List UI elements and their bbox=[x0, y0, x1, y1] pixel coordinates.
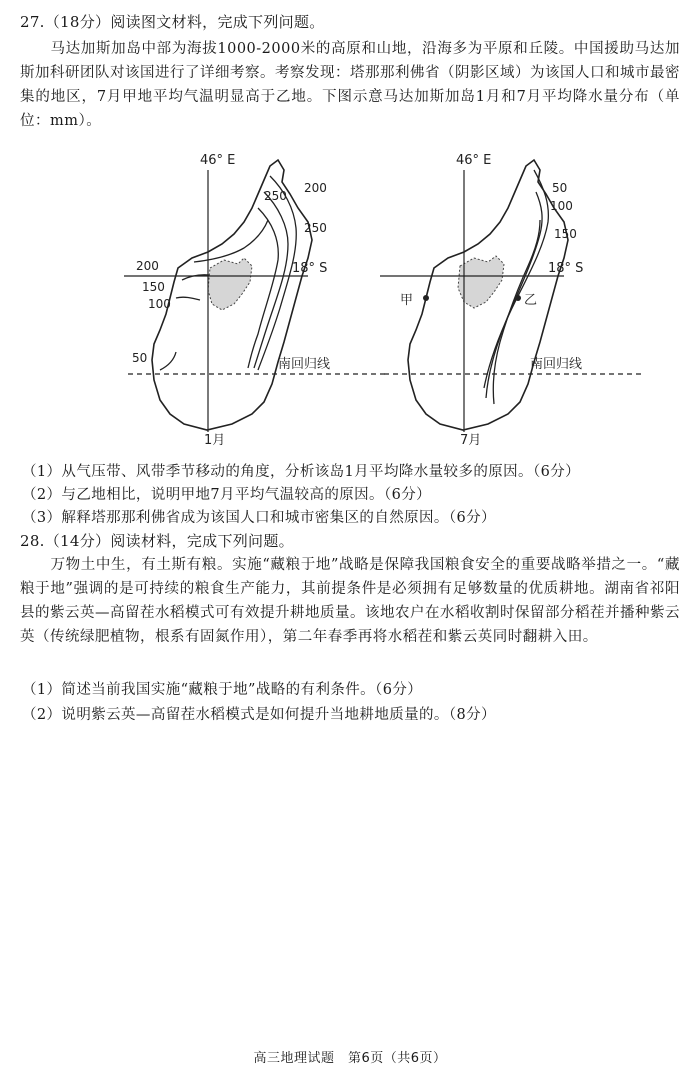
province-shaded-area bbox=[208, 258, 252, 310]
isohyet-value: 150 bbox=[554, 227, 577, 241]
tropic-label: 南回归线 bbox=[278, 357, 331, 372]
q28-heading: 28.（14分）阅读材料，完成下列问题。 bbox=[20, 532, 294, 550]
latitude-label: 18° S bbox=[292, 261, 328, 276]
isohyet-value: 200 bbox=[136, 259, 159, 273]
tropic-label: 南回归线 bbox=[530, 357, 583, 372]
q27-heading: 27.（18分）阅读图文材料，完成下列问题。 bbox=[20, 13, 325, 31]
isohyet-value: 50 bbox=[132, 351, 148, 365]
isohyet-value: 100 bbox=[148, 297, 171, 311]
point-a-marker bbox=[423, 295, 429, 301]
map-july bbox=[368, 148, 658, 448]
q27-question-2: （2）与乙地相比，说明甲地7月平均气温较高的原因。（6分） bbox=[22, 487, 432, 503]
q27-question-1: （1）从气压带、风带季节移动的角度，分析该岛1月平均降水量较多的原因。（6分） bbox=[22, 464, 581, 480]
map-month-label: 7月 bbox=[460, 433, 482, 448]
isohyet-line bbox=[493, 220, 540, 404]
q28-material: 万物土中生，有土斯有粮。实施“藏粮于地”战略是保障我国粮食安全的重要战略举措之一。“藏粮于地”强调的是可持续的粮食生产能力，其前提条件是必须拥有足够数量的优质耕地。湖南省祁阳县的紫云英—高留茬水稻模式可有效提升耕地质量。该地农户在水稻收割时保留部分稻茬并播种紫云英（传统绿肥植物，根系有固氮作用），第二年春季再将水稻茬和紫云英同时翻耕入田。 bbox=[20, 557, 680, 645]
point-a-label: 甲 bbox=[400, 293, 414, 308]
isohyet-line bbox=[160, 352, 176, 370]
point-b-label: 乙 bbox=[524, 293, 538, 308]
isohyet-value: 100 bbox=[550, 199, 573, 213]
isohyet-line bbox=[194, 220, 268, 262]
isohyet-value: 50 bbox=[552, 181, 568, 195]
isohyet-value: 200 bbox=[304, 181, 327, 195]
longitude-label: 46° E bbox=[200, 153, 236, 168]
isohyet-value: 250 bbox=[304, 221, 327, 235]
q28-question-2: （2）说明紫云英—高留茬水稻模式是如何提升当地耕地质量的。（8分） bbox=[22, 707, 496, 723]
q28-question-1: （1）简述当前我国实施“藏粮于地”战略的有利条件。（6分） bbox=[22, 682, 423, 698]
q27-question-3: （3）解释塔那那利佛省成为该国人口和城市密集区的自然原因。（6分） bbox=[22, 510, 496, 526]
longitude-label: 46° E bbox=[456, 153, 492, 168]
page-footer: 高三地理试题 第6页（共6页） bbox=[253, 1051, 447, 1066]
isohyet-value: 250 bbox=[264, 189, 287, 203]
isohyet-line bbox=[176, 297, 200, 300]
map-january bbox=[112, 148, 402, 448]
isohyet-line bbox=[258, 176, 296, 370]
point-b-marker bbox=[515, 295, 521, 301]
map-month-label: 1月 bbox=[204, 433, 226, 448]
isohyet-line bbox=[254, 192, 288, 368]
q27-material: 马达加斯加岛中部为海拔1000-2000米的高原和山地，沿海多为平原和丘陵。中国援助马达加斯加科研团队对该国进行了详细考察。考察发现：塔那那利佛省（阴影区域）为该国人口和城市最密集的地区，7月甲地平均气温明显高于乙地。下图示意马达加斯加岛1月和7月平均降水量分布（单位：mm）。 bbox=[20, 41, 680, 129]
isohyet-line bbox=[248, 208, 278, 368]
isohyet-value: 150 bbox=[142, 280, 165, 294]
latitude-label: 18° S bbox=[548, 261, 584, 276]
province-shaded-area bbox=[458, 256, 504, 308]
